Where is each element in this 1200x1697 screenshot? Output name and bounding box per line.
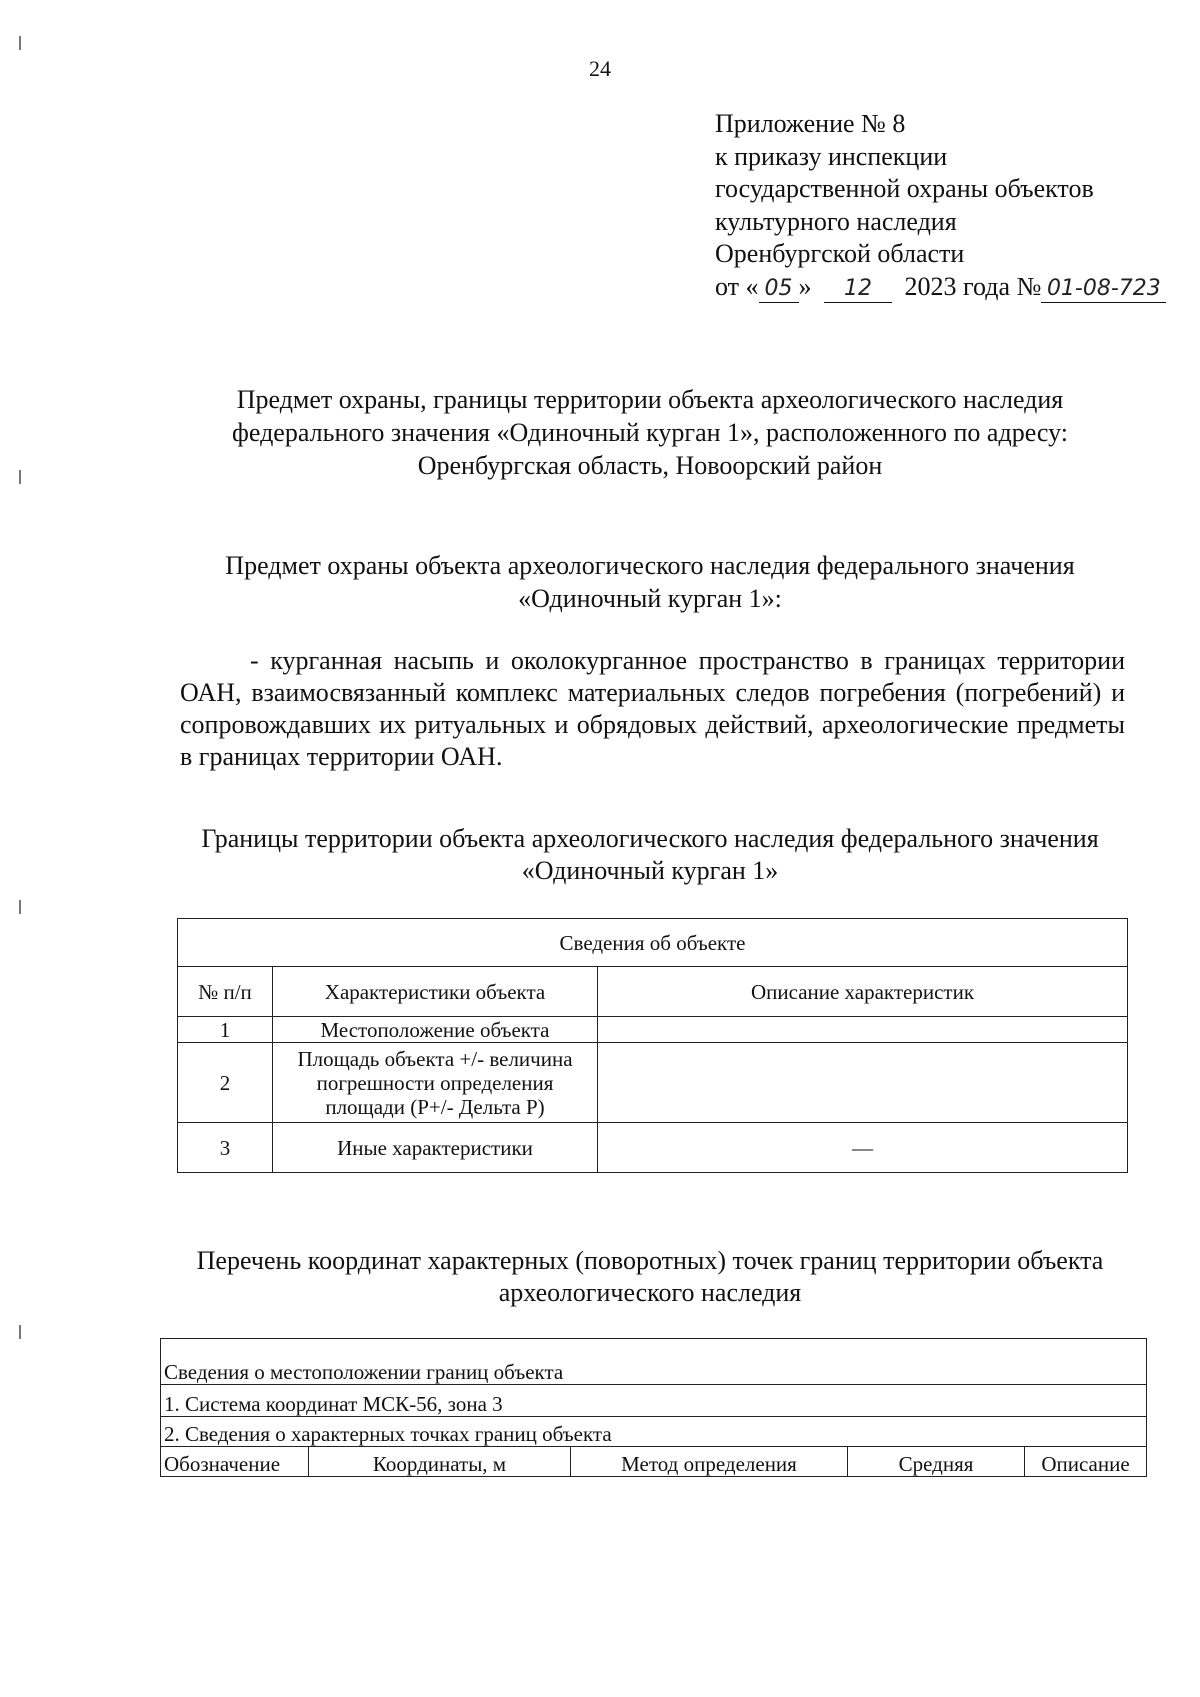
row-characteristic: Площадь объекта +/- величина погрешности определения площади (Р+/- Дельта Р) [273,1043,598,1123]
appendix-line: к приказу инспекции [715,141,948,171]
coordinates-header-cell: Описание [1025,1447,1147,1477]
table-caption: Сведения об объекте [178,919,1128,967]
handwritten-month: 12 [844,275,873,301]
table-row [178,1017,1128,1043]
scan-artifact [19,1325,21,1339]
scan-artifact [19,36,21,50]
boundaries-heading: Границы территории объекта археологического наследия федерального значения «Одиночный курган 1» [201,824,1099,885]
coordinates-table-row: 2. Сведения о характерных точках границ объекта [161,1417,1147,1447]
table-header-cell: Описание характеристик [598,967,1128,1017]
protection-item: - курганная насыпь и околокурганное пространство в границах территории ОАН, взаимосвязанный комплекс материальных следов погребения (погребений) и сопровождавших их ритуальных и обрядовых действий, археологические предметы в границах территории ОАН. [180,646,1125,771]
row-number: 1 [178,1017,273,1043]
appendix-block [715,108,1166,303]
scan-artifact [19,470,21,484]
coordinates-header-cell: Обозначение [161,1447,309,1477]
row-description: — [598,1123,1128,1173]
coordinates-heading: Перечень координат характерных (поворотных) точек границ территории объекта археологического наследия [196,1246,1104,1307]
row-description [598,1043,1128,1123]
object-info-table [177,918,1128,1173]
table-header-cell: № п/п [178,967,273,1017]
coordinates-table-row: 1. Система координат МСК-56, зона 3 [161,1385,1147,1417]
row-number: 2 [178,1043,273,1123]
coordinates-header-cell: Средняя [848,1447,1025,1477]
appendix-line: Приложение № 8 [715,109,906,138]
appendix-line: Оренбургской области [715,239,965,268]
table-row [178,1043,1128,1123]
handwritten-order-number: 01-08-723 [1046,275,1161,301]
appendix-date-line [715,271,1166,304]
date-prefix: от « [715,271,759,301]
coordinates-table [160,1338,1147,1477]
table-row [178,1123,1128,1173]
document-title: Предмет охраны, границы территории объекта археологического наследия федерального значения «Одиночный курган 1», расположенного по адресу: Оренбургская область, Новоорский район [232,385,1068,480]
table-header-cell: Характеристики объекта [273,967,598,1017]
coordinates-header-cell: Метод определения [571,1447,848,1477]
protection-heading: Предмет охраны объекта археологического наследия федерального значения «Одиночный курган 1»: [225,551,1075,613]
date-mid: » [798,271,812,301]
appendix-line: государственной охраны объектов [715,174,1094,203]
coordinates-header-cell: Координаты, м [309,1447,571,1477]
row-characteristic: Местоположение объекта [273,1017,598,1043]
row-number: 3 [178,1123,273,1173]
coordinates-table-row: Сведения о местоположении границ объекта [161,1339,1147,1385]
scan-artifact [19,900,21,914]
row-description [598,1017,1128,1043]
handwritten-day: 05 [764,275,793,301]
appendix-line: культурного наследия [715,206,957,236]
row-characteristic: Иные характеристики [273,1123,598,1173]
page-number: 24 [589,56,611,81]
date-year-text: 2023 года № [904,271,1042,301]
